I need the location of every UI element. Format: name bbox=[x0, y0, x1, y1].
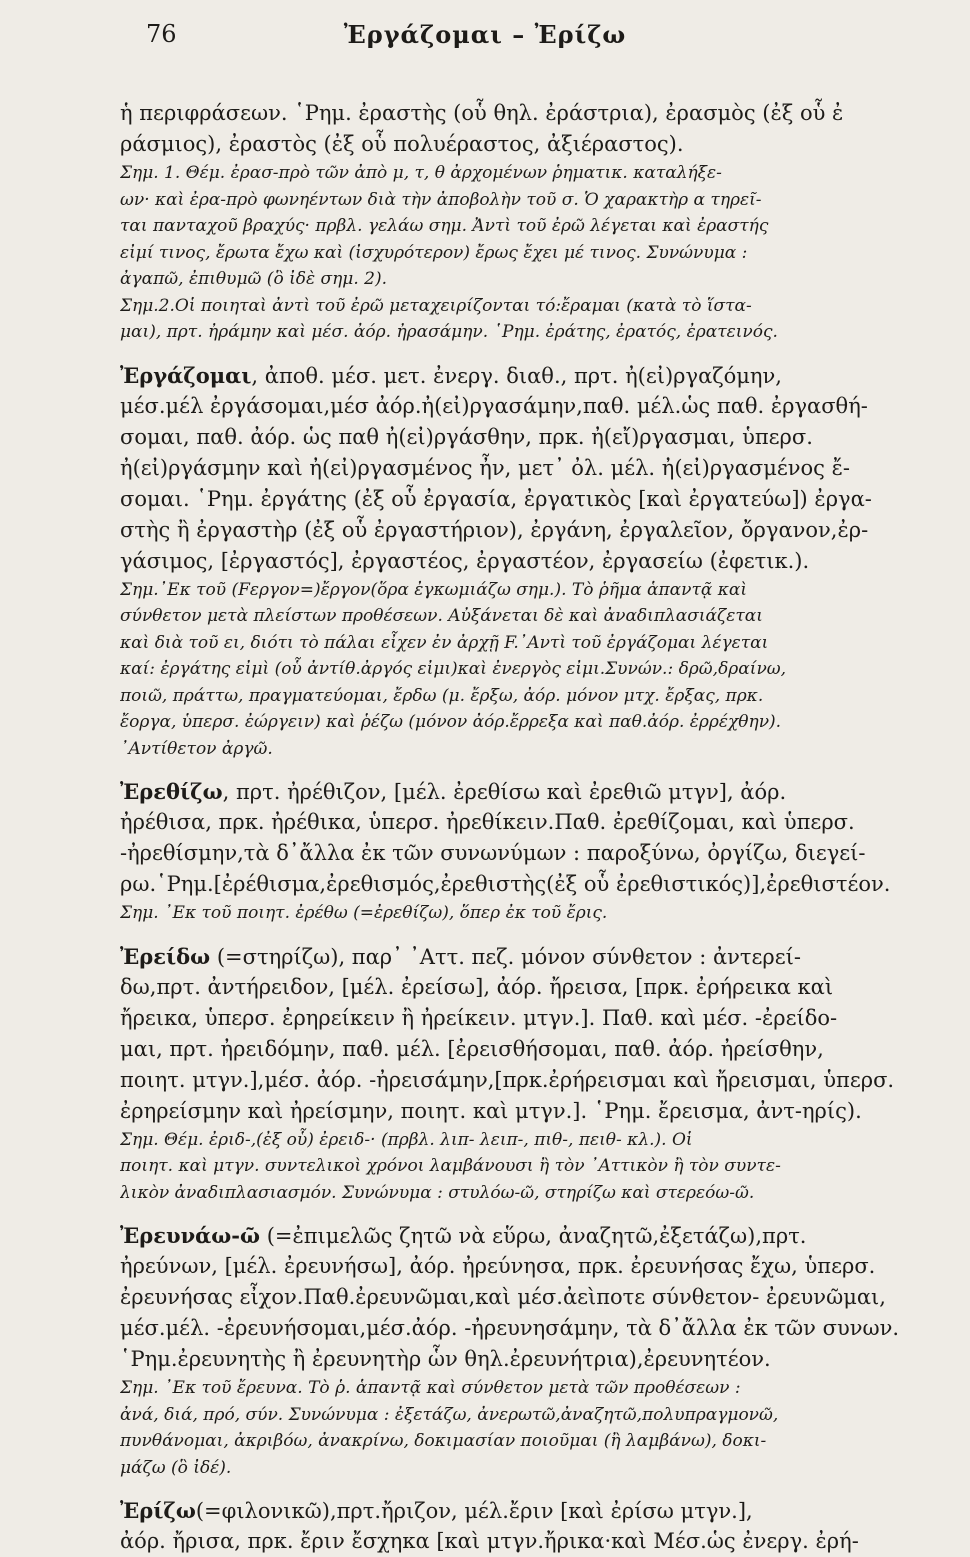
note-line: λικὸν ἀναδιπλασιασμόν. Συνώνυμα : στυλόω-ῶ, στηρίζω καὶ στερεόω-ῶ. bbox=[120, 1182, 755, 1203]
text-line: Ἐρευνάω-ῶ (=ἐπιμελῶς ζητῶ νὰ εὕρω, ἀναζητῶ,ἐξετάζω),πρτ. bbox=[120, 1223, 807, 1248]
text-line: ρω.῾Ρημ.[ἐρέθισμα,ἐρεθισμός,ἐρεθιστὴς(ἐξ οὗ ἐρεθιστικός)],ἐρεθιστέον. bbox=[120, 872, 891, 896]
text-line: ἠρέθισα, πρκ. ἠρέθικα, ὑπερσ. ἠρεθίκειν.Παθ. ἐρεθίζομαι, καὶ ὑπερσ. bbox=[120, 810, 855, 834]
text-line: ἠ(εἰ)ργάσμην καὶ ἠ(εἰ)ργασμένος ἦν, μετ᾽ ὀλ. μέλ. ἠ(εἰ)ργασμένος ἔ- bbox=[120, 455, 850, 480]
text-line: δω,πρτ. ἀντήρειδον, [μέλ. ἐρείσω], ἀόρ. ἤρεισα, [πρκ. ἐρήρεικα καὶ bbox=[120, 974, 834, 999]
text-line: Ἐργάζομαι, ἀποθ. μέσ. μετ. ἐνεργ. διαθ., πρτ. ἠ(εἰ)ργαζόμην, bbox=[120, 362, 782, 388]
entry-paragraph bbox=[120, 941, 950, 1207]
text-line: Ἐρεθίζω, πρτ. ἠρέθιζον, [μέλ. ἐρεθίσω καὶ ἐρεθιῶ μτγν], ἀόρ. bbox=[120, 779, 787, 804]
note-line: ᾽Αντίθετον ἀργῶ. bbox=[120, 738, 273, 759]
lemma-headword: Ἐρευνάω-ῶ bbox=[120, 1223, 261, 1248]
text-line: σομαι, παθ. ἀόρ. ὡς παθ ἠ(εἰ)ργάσθην, πρκ. ἠ(εἴ)ργασμαι, ὑπερσ. bbox=[120, 424, 813, 449]
note-line: ων· καὶ ἐρα-πρὸ φωνηέντων διὰ τὴν ἀποβολὴν τοῦ σ. Ὁ χαρακτὴρ α τηρεῖ- bbox=[120, 189, 762, 210]
note-line: Σημ.᾽Εκ τοῦ (Fεργον=)ἔργον(ὅρα ἐγκωμιάζω σημ.). Τὸ ῥῆμα ἁπαντᾷ καὶ bbox=[120, 579, 748, 600]
text-line: Ἐρείδω (=στηρίζω), παρ᾽ ᾽Αττ. πεζ. μόνον σύνθετον : ἀντερεί- bbox=[120, 943, 801, 969]
entry-paragraph bbox=[120, 360, 950, 763]
lemma-headword: Ἐρείδω bbox=[120, 943, 211, 969]
lemma-headword: Ἐργάζομαι bbox=[120, 362, 252, 388]
entry-paragraph bbox=[120, 98, 950, 346]
note-line: Σημ. 1. Θέμ. ἐρασ-πρὸ τῶν ἀπὸ μ, τ, θ ἀρχομένων ῥηματικ. καταλήξε- bbox=[120, 163, 722, 183]
page-body bbox=[120, 98, 950, 1557]
lemma-headword: Ἐρεθίζω bbox=[120, 779, 223, 804]
note-line: ἀγαπῶ, ἐπιθυμῶ (ὃ ἰδὲ σημ. 2). bbox=[120, 269, 388, 289]
text-line: -ἠρεθίσμην,τὰ δ᾽ἄλλα ἐκ τῶν συνωνύμων : παροξύνω, ὀργίζω, διεγεί- bbox=[120, 841, 866, 865]
text-line: ἠρεύνων, [μέλ. ἐρευνήσω], ἀόρ. ἠρεύνησα, πρκ. ἐρευνήσας ἔχω, ὑπερσ. bbox=[120, 1254, 876, 1278]
running-head: Ἐργάζομαι – Ἐρίζω bbox=[343, 20, 627, 49]
text-line: στὴς ἢ ἐργαστὴρ (ἐξ οὗ ἐργαστήριον), ἐργάνη, ἐργαλεῖον, ὄργανον,ἐρ- bbox=[120, 517, 869, 542]
note-line: ται πανταχοῦ βραχύς· πρβλ. γελάω σημ. Ἀντὶ τοῦ ἐρῶ λέγεται καὶ ἐραστής bbox=[120, 216, 769, 236]
text-line: σομαι. ῾Ρημ. ἐργάτης (ἐξ οὗ ἐργασία, ἐργατικὸς [καὶ ἐργατεύω]) ἐργα- bbox=[120, 486, 872, 511]
entry-paragraph bbox=[120, 1495, 950, 1557]
note-line: πυνθάνομαι, ἀκριβόω, ἀνακρίνω, δοκιμασίαν ποιοῦμαι (ἢ λαμβάνω), δοκι- bbox=[120, 1431, 767, 1451]
note-line: ποιητ. καὶ μτγν. συντελικοὶ χρόνοι λαμβάνουσι ἢ τὸν ᾽Αττικὸν ἢ τὸν συντε- bbox=[120, 1156, 781, 1176]
text-line: ἡ περιφράσεων. ῾Ρημ. ἐραστὴς (οὗ θηλ. ἐράστρια), ἐρασμὸς (ἐξ οὗ ἐ bbox=[120, 101, 844, 125]
text-line: Ἐρίζω(=φιλονικῶ),πρτ.ἤριζον, μέλ.ἔριν [καὶ ἐρίσω μτγν.], bbox=[120, 1498, 753, 1523]
note-line: Σημ. Θέμ. ἐριδ-,(ἐξ οὗ) ἐρειδ-· (πρβλ. λιπ- λειπ-, πιθ-, πειθ- κλ.). Οἱ bbox=[120, 1129, 693, 1150]
page-number: 76 bbox=[146, 20, 177, 48]
text-line: ἤρεικα, ὑπερσ. ἐρηρείκειν ἢ ἠρείκειν. μτγν.]. Παθ. καὶ μέσ. -ἐρείδο- bbox=[120, 1005, 838, 1030]
note-line: ἀνά, διά, πρό, σύν. Συνώνυμα : ἐξετάζω, ἀνερωτῶ,ἀναζητῶ,πολυπραγμονῶ, bbox=[120, 1404, 779, 1425]
entry-paragraph bbox=[120, 776, 950, 927]
text-line: ποιητ. μτγν.],μέσ. ἀόρ. -ἠρεισάμην,[πρκ.ἐρήρεισμαι καὶ ἤρεισμαι, ὑπερσ. bbox=[120, 1067, 895, 1092]
note-line: Σημ. ᾽Εκ τοῦ ποιητ. ἐρέθω (=ἐρεθίζω), ὅπερ ἐκ τοῦ ἔρις. bbox=[120, 903, 608, 923]
entry-paragraph bbox=[120, 1220, 950, 1481]
note-line: μαι), πρτ. ἠράμην καὶ μέσ. ἀόρ. ἠρασάμην. ῾Ρημ. ἐράτης, ἐρατός, ἐρατεινός. bbox=[120, 322, 778, 342]
text-line: ῾Ρημ.ἐρευνητὴς ἢ ἐρευνητὴρ ὧν θηλ.ἐρευνήτρια),ἐρευνητέον. bbox=[120, 1347, 771, 1371]
note-line: Σημ. ᾽Εκ τοῦ ἔρευνα. Τὸ ῥ. ἁπαντᾷ καὶ σύνθετον μετὰ τῶν προθέσεων : bbox=[120, 1378, 741, 1398]
note-line: καί: ἐργάτης εἰμὶ (οὗ ἀντίθ.ἀργός εἰμι)καὶ ἐνεργὸς εἰμι.Συνών.: δρῶ,δραίνω, bbox=[120, 659, 787, 679]
note-line: Σημ.2.Οἱ ποιηταὶ ἀντὶ τοῦ ἐρῶ μεταχειρίζονται τό:ἔραμαι (κατὰ τὸ ἵστα- bbox=[120, 295, 752, 316]
text-line: μέσ.μέλ. -ἐρευνήσομαι,μέσ.ἀόρ. -ἠρευνησάμην, τὰ δ᾽ἄλλα ἐκ τῶν συνων. bbox=[120, 1316, 900, 1340]
text-line: γάσιμος, [ἐργαστός], ἐργαστέος, ἐργαστέον, ἐργασείω (ἐφετικ.). bbox=[120, 548, 810, 573]
text-line: ράσμιος), ἐραστὸς (ἐξ οὗ πολυέραστος, ἀξιέραστος). bbox=[120, 132, 684, 156]
text-line: ἀόρ. ἤρισα, πρκ. ἔριν ἔσχηκα [καὶ μτγν.ἤρικα·καὶ Μέσ.ὡς ἐνεργ. ἐρή- bbox=[120, 1529, 859, 1553]
note-line: ποιῶ, πράττω, πραγματεύομαι, ἔρδω (μ. ἔρξω, ἀόρ. μόνον μτχ. ἔρξας, πρκ. bbox=[120, 685, 764, 706]
note-line: σύνθετον μετὰ πλείστων προθέσεων. Αὐξάνεται δὲ καὶ ἀναδιπλασιάζεται bbox=[120, 606, 763, 626]
note-line: ἔοργα, ὑπερσ. ἐώργειν) καὶ ῥέζω (μόνον ἀόρ.ἔρρεξα καὶ παθ.ἀόρ. ἐρρέχθην). bbox=[120, 712, 782, 732]
text-line: μέσ.μέλ ἐργάσομαι,μέσ ἀόρ.ἠ(εἰ)ργασάμην,παθ. μέλ.ὡς παθ. ἐργασθή- bbox=[120, 393, 868, 418]
note-line: εἰμί τινος, ἔρωτα ἔχω καὶ (ἰσχυρότερον) ἔρως ἔχει μέ τινος. Συνώνυμα : bbox=[120, 242, 748, 263]
lemma-headword: Ἐρίζω bbox=[120, 1498, 196, 1523]
text-line: ἐρευνήσας εἶχον.Παθ.ἐρευνῶμαι,καὶ μέσ.ἀεὶποτε σύνθετον- ἐρευνῶμαι, bbox=[120, 1285, 886, 1309]
note-line: καὶ διὰ τοῦ ει, διότι τὸ πάλαι εἶχεν ἐν ἀρχῇ F.᾽Αντὶ τοῦ ἐργάζομαι λέγεται bbox=[120, 632, 769, 653]
text-line: ἐρηρείσμην καὶ ἠρείσμην, ποιητ. καὶ μτγν.]. ῾Ρημ. ἔρεισμα, ἀντ-ηρίς). bbox=[120, 1098, 862, 1123]
text-line: μαι, πρτ. ἠρειδόμην, παθ. μέλ. [ἐρεισθήσομαι, παθ. ἀόρ. ἠρείσθην, bbox=[120, 1036, 824, 1061]
note-line: μάζω (ὃ ἰδέ). bbox=[120, 1457, 232, 1478]
